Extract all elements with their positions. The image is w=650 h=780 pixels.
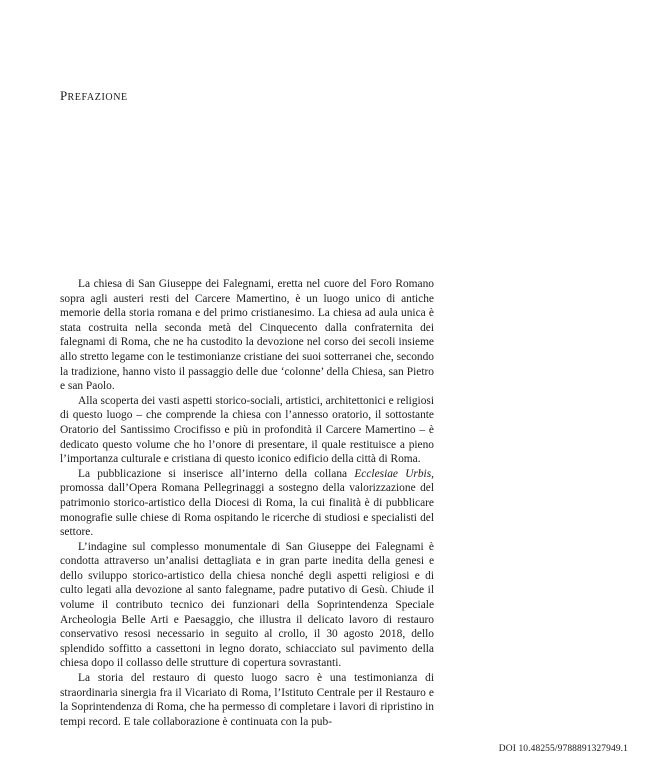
paragraph: [60, 540, 434, 671]
paragraph: [60, 394, 434, 467]
paragraph: [60, 277, 434, 394]
paragraph: [60, 467, 434, 540]
paragraph-text: La pubblicazione si inserisce all’interno della collana: [78, 467, 355, 480]
heading-initial: P: [60, 88, 68, 103]
paragraph-text: Alla scoperta dei vasti aspetti storico-sociali, artistici, architettonici e religiosi di questo luogo – che comprende la chiesa con l’annesso oratorio, il sottostante Oratorio del Santissimo Crocifisso e più in profondità il Carcere Mamertino – è dedicato questo volume che ho l’onore di presentare, il quale restituisce a pieno l’importanza culturale e cristiana di questo iconico edificio della città di Roma.: [60, 394, 434, 466]
chapter-heading: [60, 88, 128, 104]
paragraph-text: La chiesa di San Giuseppe dei Falegnami, eretta nel cuore del Foro Romano sopra agli austeri resti del Carcere Mamertino, è un luogo unico di antiche memorie della storia romana e del primo cristianesimo. La chiesa ad aula unica è stata costruita nella seconda metà del Cinquecento dalla confraternita dei falegnami di Roma, che ne ha custodito la devozione nel corso dei secoli insieme allo stretto legame con le testimonianze cristiane dei suoi sotterranei che, secondo la tradizione, hanno visto il passaggio delle due ‘colonne’ della Chiesa, san Pietro e san Paolo.: [60, 278, 434, 393]
paragraph-text: , promossa dall’Opera Romana Pellegrinaggi a sostegno della valorizzazione del patrimonio storico-artistico della Diocesi di Roma, la cui finalità è di pubblicare monografie sulle chiese di Roma ospitando le ricerche di studiosi e specialisti del settore.: [60, 467, 435, 539]
heading-rest: REFAZIONE: [67, 92, 128, 103]
series-title: Ecclesiae Urbis: [354, 467, 432, 480]
body-text: [60, 277, 434, 729]
doi-footer: DOI 10.48255/9788891327949.1: [498, 744, 628, 754]
paragraph-text: La storia del restauro di questo luogo sacro è una testimonianza di straordinaria sinergia fra il Vicariato di Roma, l’Istituto Centrale per il Restauro e la Soprintendenza di Roma, che ha permesso di completare i lavori di ripristino in tempi record. E tale collaborazione è continuata con la pub-: [60, 672, 434, 728]
paragraph-text: L’indagine sul complesso monumentale di San Giuseppe dei Falegnami è condotta attraverso un’analisi dettagliata e in gran parte inedita della genesi e dello sviluppo storico-artistico della chiesa nonché degli aspetti religiosi e di culto legati alla devozione al santo falegname, padre putativo di Gesù. Chiude il volume il contributo tecnico dei funzionari della Soprintendenza Speciale Archeologia Belle Arti e Paesaggio, che illustra il delicato lavoro di restauro conservativo resosi necessario in seguito al crollo, il 30 agosto 2018, dello splendido soffitto a cassettoni in legno dorato, schiacciato sul pavimento della chiesa dopo il collasso delle strutture di copertura sovrastanti.: [60, 540, 434, 670]
paragraph: [60, 671, 434, 729]
